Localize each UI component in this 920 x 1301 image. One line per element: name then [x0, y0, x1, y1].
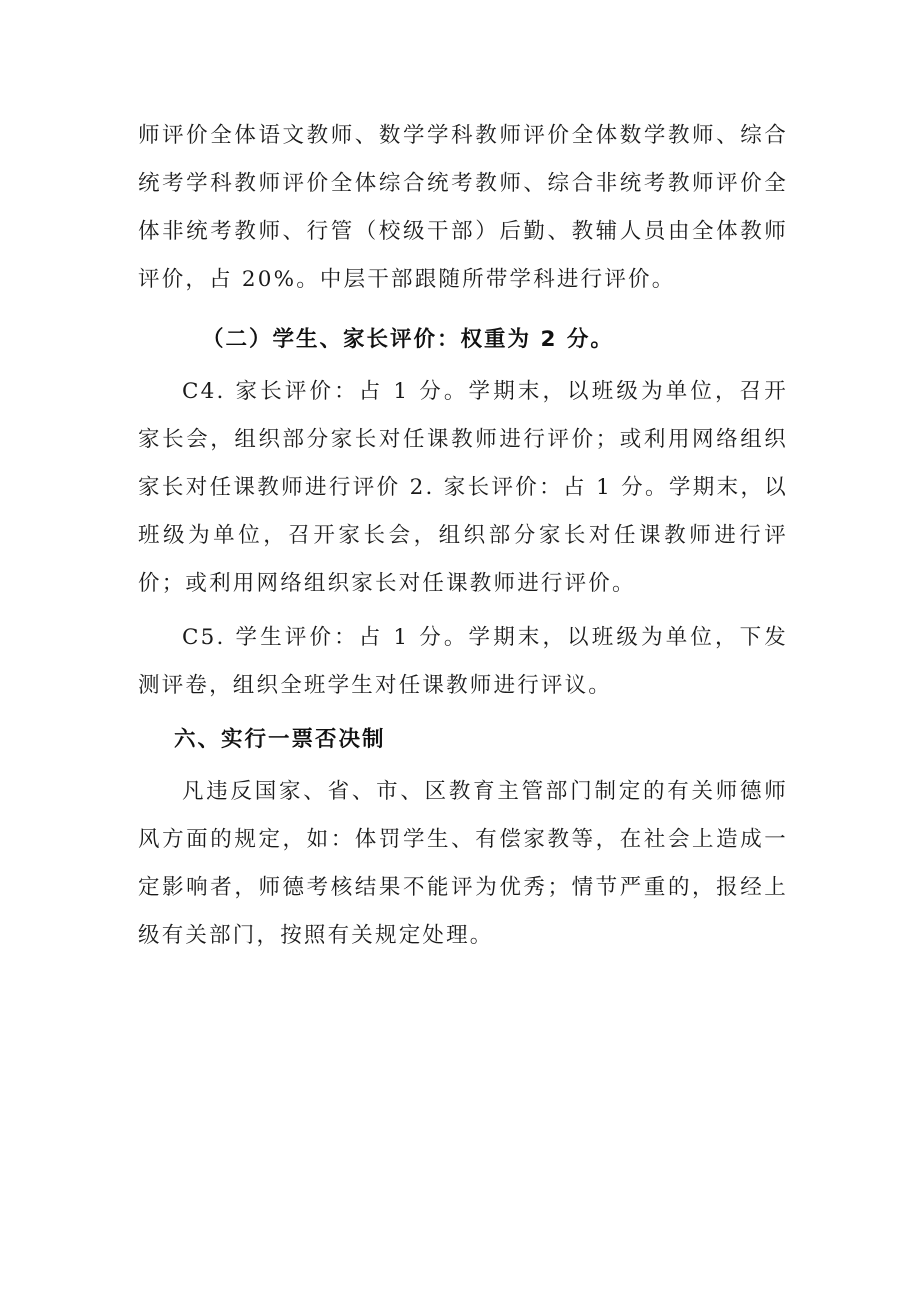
paragraph-c5-student-evaluation: C5. 学生评价：占 1 分。学期末，以班级为单位，下发测评卷，组织全班学生对任课教师进行评议。 [138, 625, 788, 698]
section-heading-veto: 六、实行一票否决制 [174, 727, 386, 752]
document-page [138, 112, 788, 960]
paragraph-veto-rules: 凡违反国家、省、市、区教育主管部门制定的有关师德师风方面的规定，如：体罚学生、有偿家教等，在社会上造成一定影响者，师德考核结果不能评为优秀；情节严重的，报经上级有关部门，按照有关规定处理。 [138, 779, 788, 948]
paragraph-c4-parent-evaluation: C4. 家长评价：占 1 分。学期末，以班级为单位，召开家长会，组织部分家长对任课教师进行评价；或利用网络组织家长对任课教师进行评价 2. 家长评价：占 1 分。学期末，以班级为单位，召开家长会，组织部分家长对任课教师进行评价；或利用网络组织家长对任课教师进行评价。 [138, 379, 788, 596]
subheading-student-parent-evaluation: （二）学生、家长评价：权重为 2 分。 [202, 327, 614, 352]
paragraph-evaluation-scope: 师评价全体语文教师、数学学科教师评价全体数学教师、综合统考学科教师评价全体综合统考教师、综合非统考教师评价全体非统考教师、行管（校级干部）后勤、教辅人员由全体教师评价，占 20%。中层干部跟随所带学科进行评价。 [138, 123, 788, 292]
